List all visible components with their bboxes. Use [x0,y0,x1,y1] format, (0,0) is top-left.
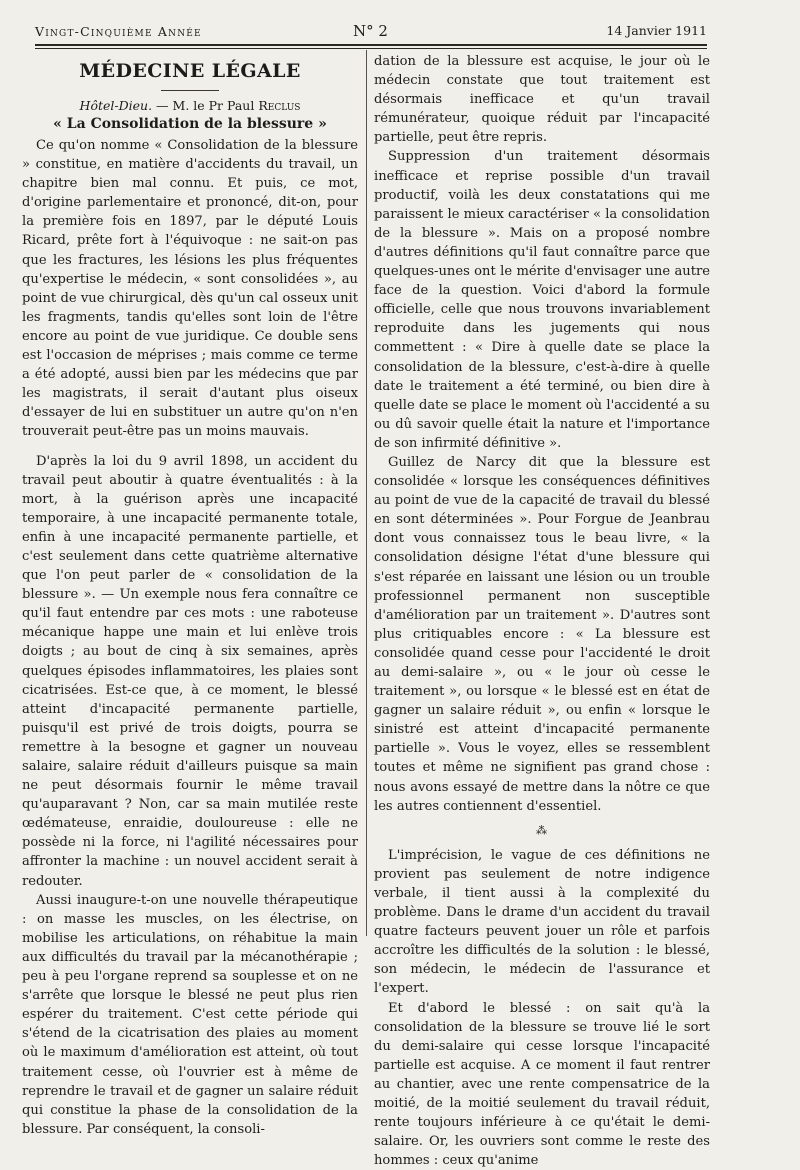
paragraph: Guillez de Narcy dit que la blessure est consolidée « lorsque les conséquences définitives au point de vue de la capacité de travail du blessé en sont déterminées ». Pour Forgue de Jeanbrau dont vous connaissez tous le beau livre, « la consolidation désigne l'état d'une blessure qui s'est réparée en laissant une lésion ou un trouble professionnel permanent non susceptible d'amélioration par un traitement ». D'autres sont plus critiquables encore : « La blessure est consolidée quand cesse pour l'accidenté le droit au demi-salaire », ou « le jour où cesse le traitement », ou lorsque « le blessé est en état de gagner un salaire réduit », ou enfin « lorsque le sinistré est atteint d'incapacité permanente partielle ». Vous le voyez, elles se ressemblent toutes et même ne signifient pas grand chose : nous avons essayé de mettre dans la nôtre ce que les autres contiennent d'essentiel. [374,453,710,816]
issue-number: N° 2 [353,22,388,40]
paragraph: Et d'abord le blessé : on sait qu'à la consolidation de la blessure se trouve lié le sort du demi-salaire qui cesse lorsque l'incapacité partielle est acquise. A ce moment il faut rentrer au chantier, avec une rente compensatrice de la moitié, de la moitié seulement du travail réduit, rente toujours inférieure à ce qu'était le demi-salaire. Or, les ouvriers sont comme le reste des hommes : ceux qu'anime [374,999,710,1170]
running-header [35,20,707,44]
header-rule [35,44,707,46]
article-subtitle: « La Consolidation de la blessure » [22,114,358,134]
byline-venue: Hôtel-Dieu. [80,98,153,113]
section-title: MÉDECINE LÉGALE [22,58,358,84]
asterism-separator: ⁂ [374,824,710,838]
column-divider [366,50,367,936]
paragraph-continuation: dation de la blessure est acquise, le jour où le médecin constate que tout traitement est désormais inefficace et qu'un travail rémunérateur, quoique réduit par l'incapacité partielle, peut être repris. [374,52,710,147]
byline-author-last: Reclus [258,98,300,113]
header-rule-thin [35,48,707,49]
paragraph: Aussi inaugure-t-on une nouvelle thérapeutique : on masse les muscles, on les électrise, on mobilise les articulations, on réhabitue la main aux difficultés du travail par la mécanothérapie ; peu à peu l'organe reprend sa souplesse et on ne s'arrête que lorsque le blessé ne peut plus rien espérer du traitement. C'est cette période qui s'étend de la cicatrisation des plaies au moment où le maximum d'amélioration est atteint, où tout traitement cesse, où l'ouvrier est à même de reprendre le travail et de gagner un salaire réduit qui constitue la phase de la consolidation de la blessure. Par conséquent, la consoli- [22,891,358,1139]
left-column [22,56,358,1139]
paragraph: Suppression d'un traitement désormais inefficace et reprise possible d'un travail productif, voilà les deux constatations qui me paraissent le mieux caractériser « la consolidation de la blessure ». Mais on a proposé nombre d'autres définitions qu'il faut connaître parce que quelques-unes ont le mérite d'envisager une autre face de la question. Voici d'abord la formule officielle, celle que nous trouvons invariablement reproduite dans les jugements qui nous commettent : « Dire à quelle date se place la consolidation de la blessure, c'est-à-dire à quelle date le traitement a été terminé, ou bien dire à quelle date se place le moment où l'accidenté a su ou dû savoir quelle était la nature et l'importance de son infirmité définitive ». [374,147,710,453]
issue-date: 14 Janvier 1911 [606,23,707,38]
paragraph: Ce qu'on nomme « Consolidation de la blessure » constitue, en matière d'accidents du travail, un chapitre bien mal connu. Et puis, ce mot, d'origine parlementaire et prononcé, dit-on, pour la première fois en 1897, par le député Louis Ricard, prête fort à l'équivoque : ne sait-on pas que les fractures, les lésions les plus fréquentes qu'expertise le médecin, « sont consolidées », au point de vue chirurgical, dès qu'un cal osseux unit les fragments, tandis qu'elles sont loin de l'être encore au point de vue juridique. Ce double sens est l'occasion de méprises ; mais comme ce terme a été adopté, aussi bien par les médecins que par les magistrats, il serait d'autant plus oiseux d'essayer de lui en substituer un autre qu'on n'en trouverait peut-être pas un moins mauvais. [22,136,358,442]
title-rule [161,90,219,91]
paragraph: D'après la loi du 9 avril 1898, un accident du travail peut aboutir à quatre éventualités : à la mort, à la guérison après une incapacité temporaire, à une incapacité permanente totale, enfin à une incapacité permanente partielle, et c'est seulement dans cette quatrième alternative que l'on peut parler de « consolidation de la blessure ». — Un exemple nous fera connaître ce qu'il faut entendre par ces mots : une raboteuse mécanique happe une main et lui enlève trois doigts ; au bout de cinq à six semaines, après quelques épisodes inflammatoires, les plaies sont cicatrisées. Est-ce que, à ce moment, le blessé atteint d'incapacité permanente partielle, puisqu'il est privé de trois doigts, pourra se remettre à la besogne et gagner un nouveau salaire, salaire réduit d'ailleurs puisque sa main ne peut désormais fournir le même travail qu'auparavant ? Non, car sa main mutilée reste œdémateuse, enraidie, douloureuse : elle ne possède ni la force, ni l'agilité nécessaires pour affronter la machine : un nouvel accident serait à redouter. [22,452,358,891]
paragraph: L'imprécision, le vague de ces définitions ne provient pas seulement de notre indigence verbale, il tient aussi à la complexité du problème. Dans le drame d'un accident du travail quatre facteurs peuvent jouer un rôle et parfois accroître les difficultés de la solution : le blessé, son médecin, le médecin de l'assurance et l'expert. [374,846,710,999]
byline-author-prefix: — M. le Pr Paul [156,98,254,113]
byline [22,97,358,114]
volume-label: Vingt-Cinquième Année [35,24,202,39]
right-column [374,52,710,1170]
